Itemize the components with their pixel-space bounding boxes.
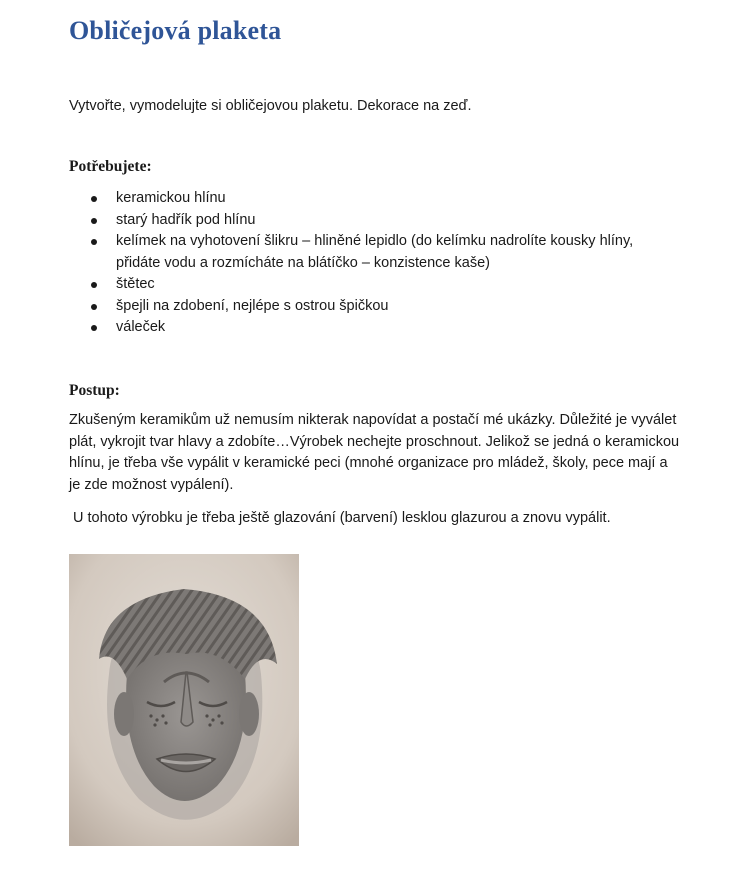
list-item-text: kelímek na vyhotovení šlikru – hliněné lepidlo (do kelímku nadrolíte kousky hlíny, přidáte vodu a rozmícháte na blátíčko – konzistence kaše) [116,233,634,271]
list-item-text: starý hadřík pod hlínu [116,211,256,228]
bullet-icon [91,325,97,331]
list-item-text: keramickou hlínu [116,190,226,206]
steps-paragraph: Zkušeným keramikům už nemusím nikterak napovídat a postačí mé ukázky. Důležité je vyválet plát, vykrojit tvar hlavy a zdobíte…Výrobek nechejte proschnout. Jelikož se jedná o keramickou hlínu, je třeba vše vypálit v keramické peci (mnohé organizace pro mládež, školy, pece mají a je zde možnost vypálení). [69,412,680,493]
intro-text: Vytvořte, vymodelujte si obličejovou plaketu. Dekorace na zeď. [69,98,472,114]
bullet-icon [91,239,97,245]
list-item [69,210,669,232]
needs-list [69,188,669,339]
page-title: Obličejová plaketa [69,16,282,45]
list-item [69,188,669,210]
list-item [69,317,669,339]
plaque-photo [69,554,299,846]
glaze-paragraph: U tohoto výrobku je třeba ještě glazování (barvení) lesklou glazurou a znovu vypálit. [73,510,611,526]
list-item [69,274,669,296]
bullet-icon [91,282,97,288]
list-item-text: váleček [116,319,166,335]
list-item [69,231,669,274]
list-item-text: štětec [116,276,155,292]
steps-heading: Postup: [69,382,120,399]
bullet-icon [91,218,97,224]
list-item-text: špejli na zdobení, nejlépe s ostrou špičkou [116,297,389,314]
list-item [69,296,669,318]
bullet-icon [91,196,97,202]
needs-heading: Potřebujete: [69,158,152,175]
bullet-icon [91,304,97,310]
clay-face-plaque-image [69,554,299,846]
